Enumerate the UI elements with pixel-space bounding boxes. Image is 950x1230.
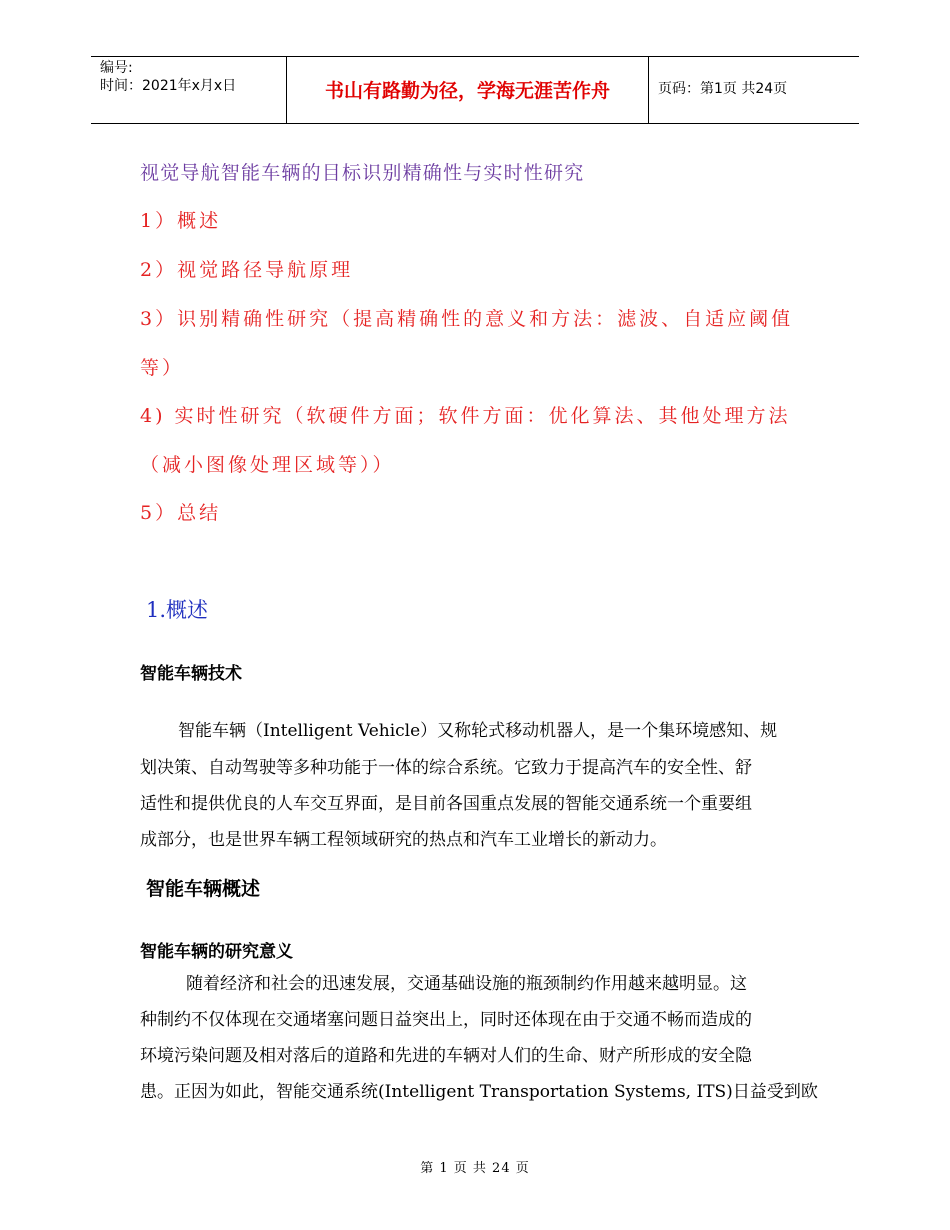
- number-label: 编号:: [100, 60, 133, 76]
- toc-item: 5）总结: [140, 502, 222, 524]
- page-footer: 第 1 页 共 24 页: [420, 1161, 530, 1176]
- paragraph-line: 成部分，也是世界车辆工程领域研究的热点和汽车工业增长的新动力。: [140, 830, 667, 850]
- header-motto-cell: [286, 57, 649, 123]
- page-header: [91, 56, 859, 124]
- toc-item: 1）概述: [140, 210, 222, 232]
- toc-item-continued: 等）: [140, 357, 185, 379]
- header-page-cell: [649, 57, 859, 123]
- paragraph-line: 随着经济和社会的迅速发展，交通基础设施的瓶颈制约作用越来越明显。这: [186, 974, 747, 994]
- paragraph-line: 划决策、自动驾驶等多种功能于一体的综合系统。它致力于提高汽车的安全性、舒: [140, 758, 752, 778]
- motto: 书山有路勤为径，学海无涯苦作舟: [324, 80, 610, 102]
- toc-item-continued: （减小图像处理区域等））: [140, 454, 395, 476]
- header-meta-cell: [91, 57, 286, 123]
- toc-item: 2）视觉路径导航原理: [140, 259, 354, 281]
- paragraph-line: 适性和提供优良的人车交互界面，是目前各国重点发展的智能交通系统一个重要组: [140, 794, 752, 814]
- page-number-label: 页码：第1页 共24页: [658, 81, 788, 97]
- toc-item: 4) 实时性研究（软硬件方面；软件方面：优化算法、其他处理方法: [140, 405, 791, 427]
- paragraph-line: 种制约不仅体现在交通堵塞问题日益突出上，同时还体现在由于交通不畅而造成的: [140, 1010, 752, 1030]
- paragraph-line: 患。正因为如此，智能交通系统(Intelligent Transportation Systems, ITS)日益受到欧: [140, 1082, 818, 1102]
- document-title: 视觉导航智能车辆的目标识别精确性与实时性研究: [140, 162, 585, 184]
- subheading: 智能车辆的研究意义: [140, 942, 293, 962]
- paragraph-line: 智能车辆（Intelligent Vehicle）又称轮式移动机器人，是一个集环境感知、规: [178, 721, 778, 741]
- section-heading: 1.概述: [146, 598, 209, 622]
- subheading: 智能车辆技术: [140, 664, 242, 684]
- toc-item: 3）识别精确性研究（提高精确性的意义和方法：滤波、自适应阈值: [140, 308, 794, 330]
- paragraph-line: 环境污染问题及相对落后的道路和先进的车辆对人们的生命、财产所形成的安全隐: [140, 1046, 752, 1066]
- section-heading-bold: 智能车辆概述: [146, 878, 261, 900]
- time-label: 时间：2021年x月x日: [100, 78, 237, 94]
